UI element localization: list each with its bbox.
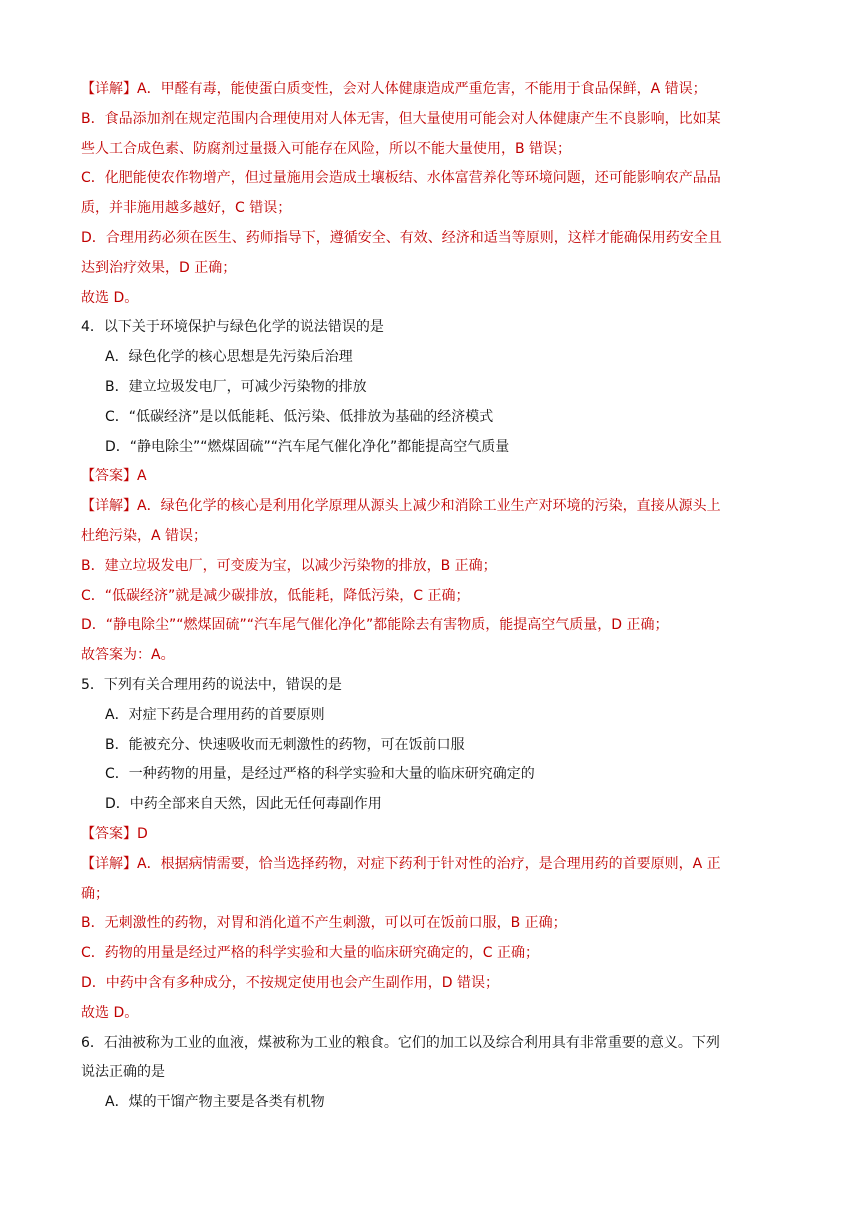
explanation-line: D．中药中含有多种成分，不按规定使用也会产生副作用，D 错误； — [81, 974, 500, 991]
explanation-line: 质，并非施用越多越好，C 错误； — [81, 200, 292, 217]
explanation-line: 【详解】A．甲醛有毒，能使蛋白质变性，会对人体健康造成严重危害，不能用于食品保鲜，A 错误； — [81, 81, 707, 97]
option-line: B．建立垃圾发电厂，可减少污染物的排放 — [105, 378, 367, 395]
explanation-line: 确； — [81, 885, 109, 902]
option-line: D．“静电除尘”“燃煤固硫”“汽车尾气催化净化”都能提高空气质量 — [105, 438, 510, 455]
option-line: A．对症下药是合理用药的首要原则 — [105, 706, 325, 723]
option-line: C．“低碳经济”是以低能耗、低污染、低排放为基础的经济模式 — [105, 408, 494, 425]
explanation-line: 【详解】A．根据病情需要，恰当选择药物，对症下药利于针对性的治疗，是合理用药的首要原则，A 正 — [81, 855, 721, 872]
explanation-line: 故答案为：A。 — [81, 647, 175, 664]
explanation-line: 些人工合成色素、防腐剂过量摄入可能存在风险，所以不能大量使用，B 错误； — [81, 140, 572, 157]
explanation-line: D．合理用药必须在医生、药师指导下，遵循安全、有效、经济和适当等原则，这样才能确保用药安全且 — [81, 229, 722, 246]
explanation-line: C．化肥能使农作物增产，但过量施用会造成土壤板结、水体富营养化等环境问题，还可能影响农产品品 — [81, 170, 721, 187]
explanation-line: B．食品添加剂在规定范围内合理使用对人体无害，但大量使用可能会对人体健康产生不良影响，比如某 — [81, 110, 721, 127]
explanation-line: 达到治疗效果，D 正确； — [81, 259, 237, 276]
explanation-line: 【答案】D — [81, 825, 148, 842]
explanation-line: B．建立垃圾发电厂，可变废为宝，以减少污染物的排放，B 正确； — [81, 557, 497, 574]
explanation-line: B．无刺激性的药物，对胃和消化道不产生刺激，可以可在饭前口服，B 正确； — [81, 915, 567, 932]
explanation-line: 【答案】A — [81, 468, 147, 485]
option-line: B．能被充分、快速吸收而无刺激性的药物，可在饭前口服 — [105, 736, 465, 753]
option-line: C．一种药物的用量，是经过严格的科学实验和大量的临床研究确定的 — [105, 766, 535, 783]
question-line: 5．下列有关合理用药的说法中，错误的是 — [81, 676, 342, 693]
explanation-line: 杜绝污染，A 错误； — [81, 527, 208, 544]
explanation-line: 【详解】A．绿色化学的核心是利用化学原理从源头上减少和消除工业生产对环境的污染，直接从源头上 — [81, 498, 721, 515]
option-line: A．绿色化学的核心思想是先污染后治理 — [105, 349, 353, 366]
explanation-line: C．药物的用量是经过严格的科学实验和大量的临床研究确定的，C 正确； — [81, 945, 539, 962]
explanation-line: D．“静电除尘”“燃煤固硫”“汽车尾气催化净化”都能除去有害物质，能提高空气质量，D 正确； — [81, 617, 669, 634]
explanation-line: 故选 D。 — [81, 289, 139, 306]
document-page — [81, 79, 791, 1122]
explanation-line: C．“低碳经济”就是减少碳排放，低能耗，降低污染，C 正确； — [81, 587, 470, 604]
question-line: 说法正确的是 — [81, 1064, 165, 1081]
explanation-line: 故选 D。 — [81, 1004, 139, 1021]
question-line: 4．以下关于环境保护与绿色化学的说法错误的是 — [81, 319, 384, 336]
question-line: 6．石油被称为工业的血液，煤被称为工业的粮食。它们的加工以及综合利用具有非常重要的意义。下列 — [81, 1034, 720, 1051]
option-line: D．中药全部来自天然，因此无任何毒副作用 — [105, 796, 382, 813]
option-line: A．煤的干馏产物主要是各类有机物 — [105, 1094, 325, 1111]
